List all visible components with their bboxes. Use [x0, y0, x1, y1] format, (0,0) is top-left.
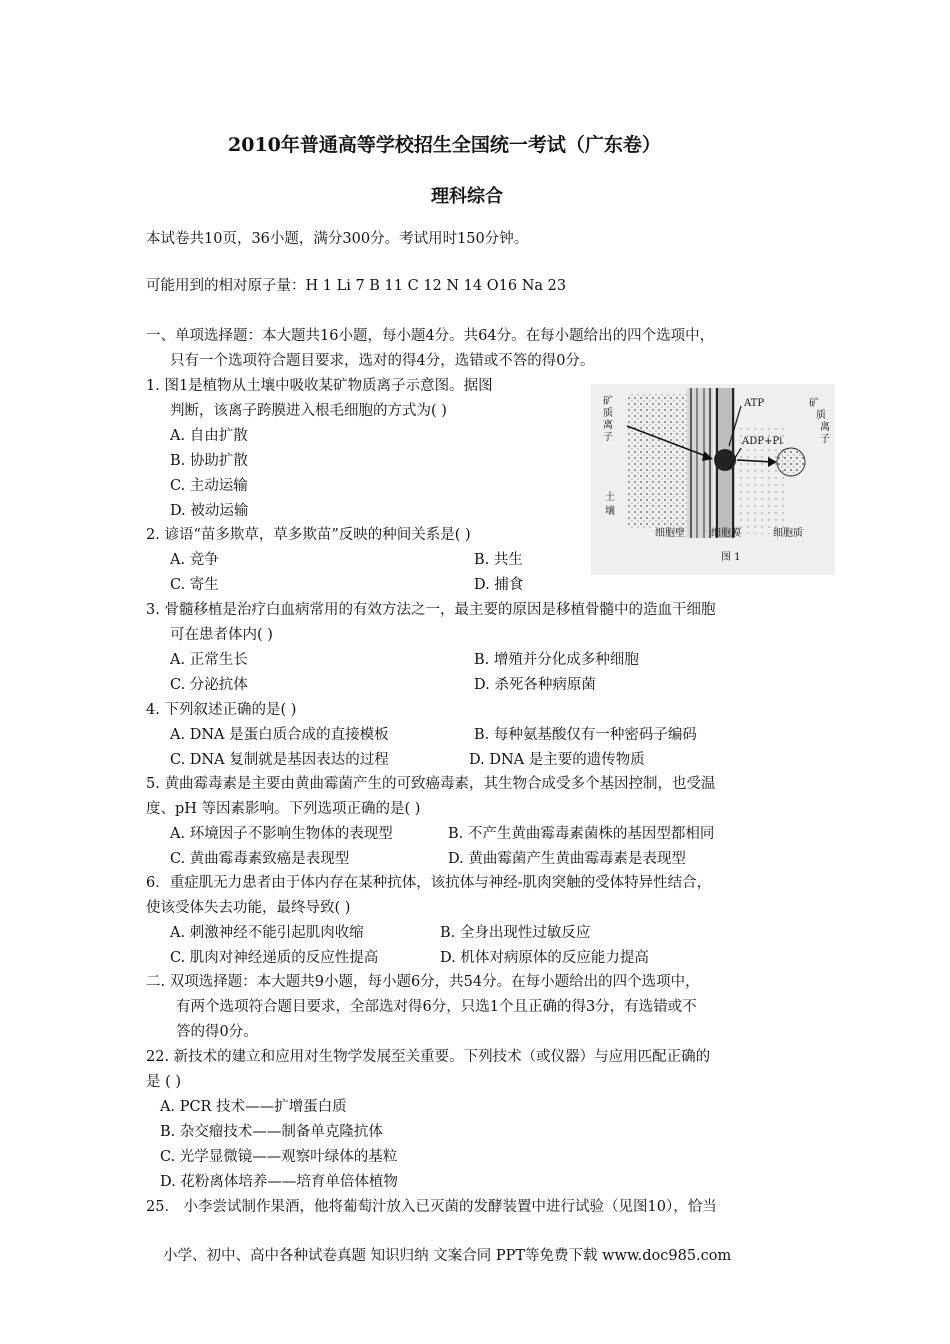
q1-stem-line1: 1. 图1是植物从土壤中吸收某矿物质离子示意图。据图: [146, 378, 493, 394]
right-ion-label-1: 矿: [809, 398, 819, 409]
q5-option-b: B. 不产生黄曲霉毒素菌株的基因型都相同: [448, 826, 715, 842]
q22-option-d: D. 花粉离体培养——培育单倍体植物: [160, 1174, 398, 1190]
q2-option-c: C. 寄生: [170, 577, 219, 593]
q6-option-b: B. 全身出现性过敏反应: [440, 925, 591, 941]
left-ion-label-4: 子: [603, 432, 613, 443]
q3-stem-line2: 可在患者体内( ): [170, 627, 273, 643]
q3-option-a: A. 正常生长: [170, 652, 248, 668]
q22-stem-line1: 22. 新技术的建立和应用对生物学发展至关重要。下列技术（或仪器）与应用匹配正确的: [146, 1049, 711, 1065]
soil-label-2: 壤: [605, 506, 615, 517]
q5-option-c: C. 黄曲霉毒素致癌是表现型: [170, 851, 350, 867]
q2-option-a: A. 竞争: [170, 552, 219, 568]
right-ion-label-3: 离: [820, 422, 830, 433]
q1-option-a: A. 自由扩散: [170, 428, 248, 444]
left-ion-label-1: 矿: [603, 396, 613, 407]
q2-option-b: B. 共生: [474, 552, 523, 568]
cell-membrane-label: 细胞膜: [711, 528, 741, 539]
figure1-caption: 图 1: [721, 552, 741, 563]
q3-option-d: D. 杀死各种病原菌: [474, 677, 596, 693]
page-footer: 小学、初中、高中各种试卷真题 知识归纳 文案合同 PPT等免费下载 www.doc985.com: [163, 1248, 732, 1264]
q4-option-a: A. DNA 是蛋白质合成的直接模板: [170, 727, 389, 743]
adp-label: ADP+Pi: [742, 436, 783, 447]
q22-option-c: C. 光学显微镜——观察叶绿体的基粒: [160, 1149, 398, 1165]
q5-option-d: D. 黄曲霉菌产生黄曲霉毒素是表现型: [448, 851, 686, 867]
q6-option-a: A. 刺激神经不能引起肌肉收缩: [170, 925, 364, 941]
q22-stem-line2: 是 ( ): [146, 1074, 182, 1090]
section2-instructions-line3: 答的得0分。: [176, 1024, 258, 1040]
q4-option-d: D. DNA 是主要的遗传物质: [469, 752, 645, 768]
right-ion-label-4: 子: [820, 434, 830, 445]
q1-stem-line2: 判断，该离子跨膜进入根毛细胞的方式为( ): [170, 403, 447, 419]
q4-stem: 4. 下列叙述正确的是( ): [146, 702, 297, 718]
q6-option-c: C. 肌肉对神经递质的反应性提高: [170, 950, 379, 966]
left-ion-label-3: 离: [603, 420, 613, 431]
page-title: 2010年普通高等学校招生全国统一考试（广东卷）: [228, 134, 661, 156]
q1-option-c: C. 主动运输: [170, 478, 248, 494]
q4-option-c: C. DNA 复制就是基因表达的过程: [170, 752, 389, 768]
q5-stem-line2: 度、pH 等因素影响。下列选项正确的是( ): [146, 801, 421, 817]
cytoplasm-label: 细胞质: [773, 528, 803, 539]
q5-stem-line1: 5. 黄曲霉毒素是主要由黄曲霉菌产生的可致癌毒素，其生物合成受多个基因控制，也受温: [146, 776, 716, 792]
q3-option-c: C. 分泌抗体: [170, 677, 248, 693]
q4-option-b: B. 每种氨基酸仅有一种密码子编码: [474, 727, 697, 743]
q25-stem-line1: 25． 小李尝试制作果酒，他将葡萄汁放入已灭菌的发酵装置中进行试验（见图10），恰当: [146, 1199, 717, 1215]
intro-text: 本试卷共10页，36小题，满分300分。考试用时150分钟。: [146, 231, 529, 247]
section2-heading: 二. 双项选择题：本大题共9小题，每小题6分，共54分。在每小题给出的四个选项中，: [146, 974, 700, 990]
q5-option-a: A. 环境因子不影响生物体的表现型: [170, 826, 393, 842]
ion-cluster: [777, 448, 805, 476]
soil-label-1: 土: [605, 492, 615, 503]
figure1-membrane-transport-diagram: [591, 384, 835, 575]
left-ion-label-2: 质: [603, 408, 613, 419]
soil-particles: [627, 394, 687, 529]
q6-option-d: D. 机体对病原体的反应能力提高: [440, 950, 649, 966]
q2-stem: 2. 谚语“苗多欺草，草多欺苗”反映的种间关系是( ): [146, 527, 471, 543]
section1-heading: 一、单项选择题：本大题共16小题，每小题4分。共64分。在每小题给出的四个选项中，: [146, 328, 715, 344]
q6-stem-line2: 使该受体失去功能，最终导致( ): [146, 900, 351, 916]
right-ion-label-2: 质: [816, 410, 826, 421]
page-subtitle: 理科综合: [431, 186, 503, 207]
cell-wall-label: 细胞壁: [655, 528, 685, 539]
q3-stem-line1: 3. 骨髓移植是治疗白血病常用的有效方法之一，最主要的原因是移植骨髓中的造血干细胞: [146, 602, 716, 618]
q3-option-b: B. 增殖并分化成多种细胞: [474, 652, 639, 668]
figure1-svg: [591, 384, 835, 575]
q6-stem-line1: 6．重症肌无力患者由于体内存在某种抗体，该抗体与神经-肌肉突触的受体特异性结合，: [146, 875, 712, 891]
section1-instructions: 只有一个选项符合题目要求，选对的得4分，选错或不答的得0分。: [170, 353, 595, 369]
q22-option-b: B. 杂交瘤技术——制备单克隆抗体: [160, 1124, 383, 1140]
atomic-masses-text: 可能用到的相对原子量：H 1 Li 7 B 11 C 12 N 14 O16 Na 23: [146, 278, 567, 294]
q22-option-a: A. PCR 技术——扩增蛋白质: [160, 1099, 347, 1115]
q2-option-d: D. 捕食: [474, 577, 524, 593]
carrier-protein: [714, 449, 736, 471]
atp-label: ATP: [744, 398, 765, 409]
q1-option-b: B. 协助扩散: [170, 453, 248, 469]
section2-instructions-line2: 有两个选项符合题目要求，全部选对得6分，只选1个且正确的得3分，有选错或不: [176, 999, 697, 1015]
q1-option-d: D. 被动运输: [170, 503, 249, 519]
